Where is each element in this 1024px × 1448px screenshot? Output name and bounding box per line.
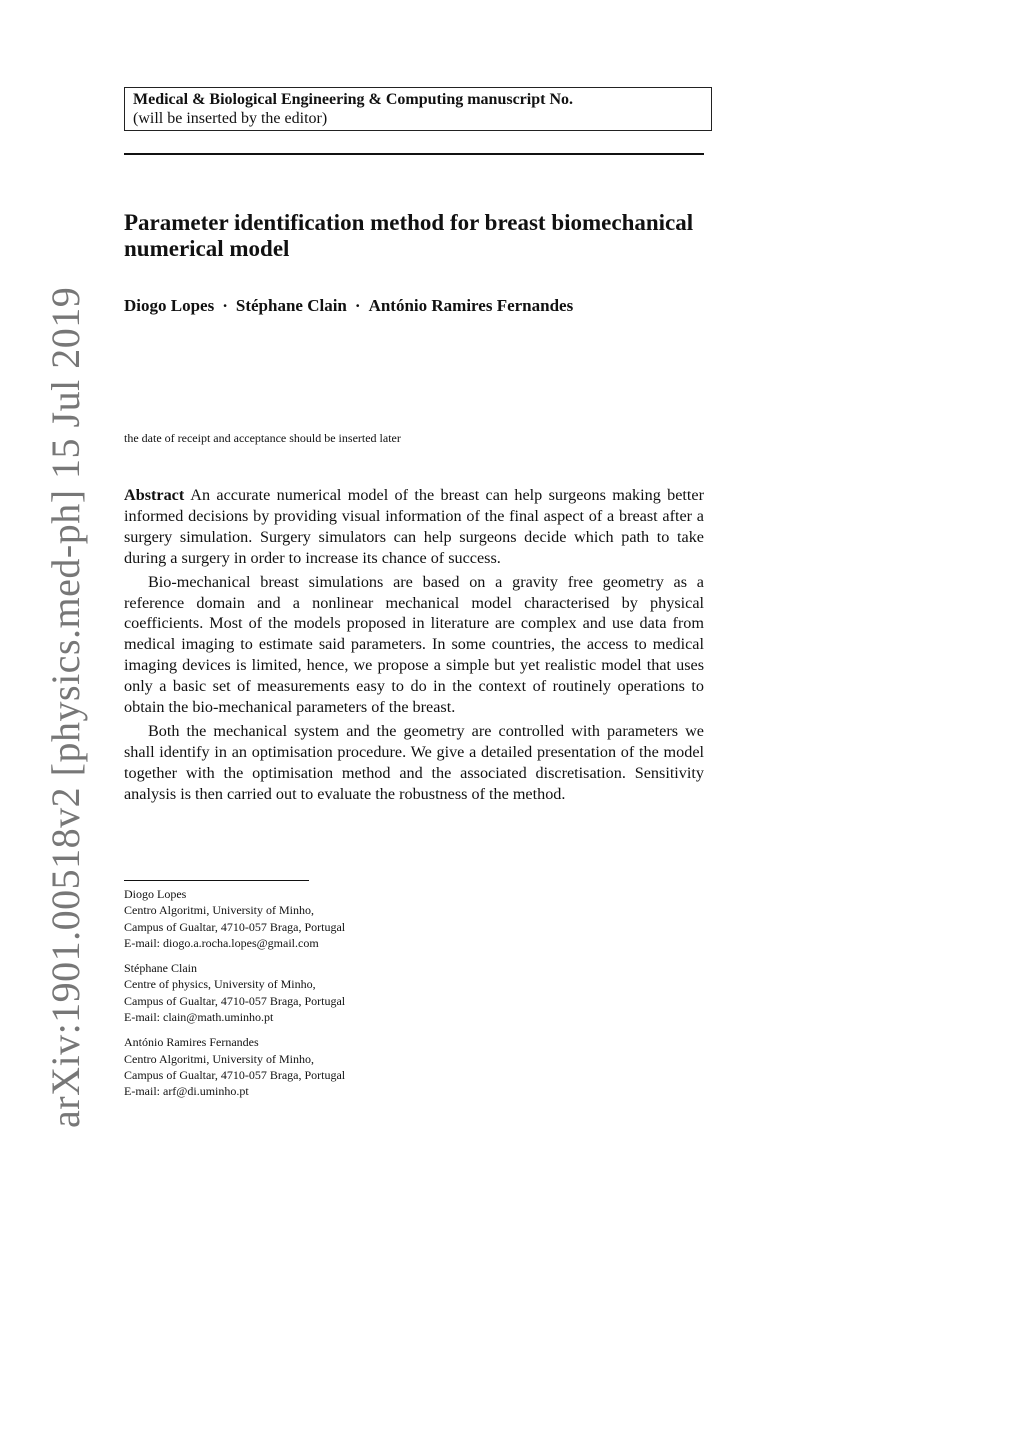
affiliation-org: Centre of physics, University of Minho, [124, 977, 316, 992]
abstract-label: Abstract [124, 486, 185, 504]
affiliation-email: E-mail: diogo.a.rocha.lopes@gmail.com [124, 935, 319, 950]
author-list [124, 295, 704, 316]
affiliation-block [124, 960, 704, 1025]
affiliation-org: Centro Algoritmi, University of Minho, [124, 1051, 314, 1066]
receipt-dates: the date of receipt and acceptance should be inserted later [124, 431, 401, 445]
journal-editor-note: (will be inserted by the editor) [133, 110, 328, 127]
abstract-text: An accurate numerical model of the breast can help surgeons making better informed decisions by providing visual information of the final aspect of a breast after a surgery simulation. Surgery simulators can help surgeons decide which path to take during a surgery in order to increase its chance of success. [124, 486, 704, 567]
header-rule [124, 153, 704, 155]
footnote-rule [124, 880, 309, 881]
affiliation-org: Centro Algoritmi, University of Minho, [124, 903, 314, 918]
author-separator: · [222, 296, 228, 315]
affiliation-name: Diogo Lopes [124, 887, 187, 901]
author-separator: · [354, 296, 361, 315]
author-name: Diogo Lopes [124, 296, 215, 315]
affiliation-block [124, 886, 704, 951]
journal-name: Medical & Biological Engineering & Computing manuscript No. [133, 91, 573, 108]
journal-header-box [124, 87, 712, 131]
affiliation-address: Campus of Gualtar, 4710-057 Braga, Portugal [124, 919, 346, 934]
abstract [124, 485, 704, 805]
affiliation-address: Campus of Gualtar, 4710-057 Braga, Portugal [124, 1067, 346, 1082]
affiliation-address: Campus of Gualtar, 4710-057 Braga, Portugal [124, 993, 346, 1008]
arxiv-identifier: arXiv:1901.00518v2 [physics.med-ph] 15 Jul 2019 [43, 286, 88, 1128]
author-name: António Ramires Fernandes [368, 296, 574, 315]
affiliation-name: Stéphane Clain [124, 961, 197, 976]
affiliation-email: E-mail: arf@di.uminho.pt [124, 1084, 249, 1099]
affiliations [124, 886, 704, 1109]
paper-title: Parameter identification method for breast biomechanical numerical model [124, 210, 694, 261]
affiliation-name: António Ramires Fernandes [124, 1035, 259, 1050]
abstract-paragraph [124, 485, 704, 569]
abstract-paragraph: Both the mechanical system and the geometry are controlled with parameters we shall identify in an optimisation procedure. We give a detailed presentation of the model together with the optimisation method and the associated discretisation. Sensitivity analysis is then carried out to evaluate the robustness of the method. [124, 721, 704, 803]
abstract-paragraph: Bio-mechanical breast simulations are based on a gravity free geometry as a reference domain and a nonlinear mechanical model characterised by physical coefficients. Most of the models proposed in literature are complex and use data from medical imaging to estimate said parameters. In some countries, the access to medical imaging devices is limited, hence, we propose a simple but yet realistic model that uses only a basic set of measurements easy to do in the context of routinely operations to obtain the bio-mechanical parameters of the breast. [124, 572, 704, 717]
affiliation-block [124, 1034, 704, 1099]
affiliation-email: E-mail: clain@math.uminho.pt [124, 1010, 274, 1025]
author-name: Stéphane Clain [235, 296, 347, 315]
